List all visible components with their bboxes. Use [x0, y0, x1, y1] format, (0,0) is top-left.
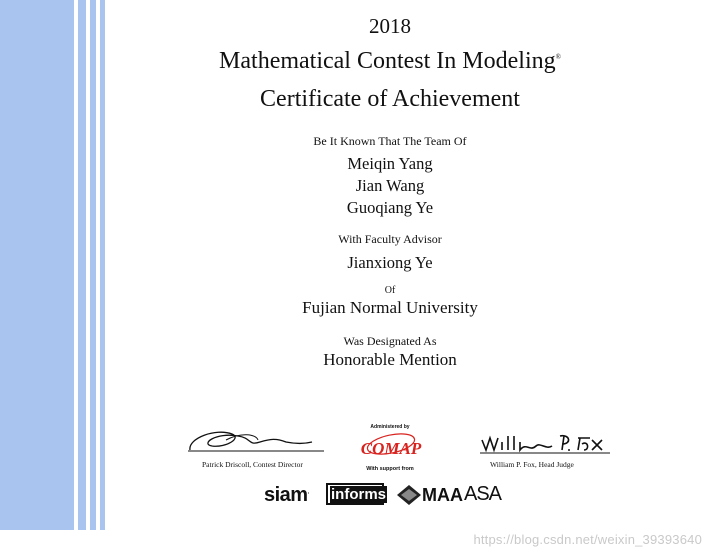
- decorative-stripe: [0, 0, 74, 530]
- faculty-advisor: Jianxiong Ye: [347, 253, 433, 272]
- decorative-stripe: [78, 0, 86, 530]
- administered-by-label: Administered by: [370, 424, 410, 430]
- contest-title-text: Mathematical Contest In Modeling: [219, 48, 556, 74]
- head-judge-signature: [480, 428, 610, 456]
- team-member: Guoqiang Ye: [346, 198, 434, 217]
- watermark: https://blog.csdn.net/weixin_39393640: [473, 532, 702, 547]
- comap-logo: [360, 430, 422, 462]
- decorative-stripe: [90, 0, 96, 530]
- contest-director-label: Patrick Driscoll, Contest Director: [202, 460, 303, 469]
- siam-logo: siam.: [264, 484, 309, 506]
- maa-emblem-icon: [396, 484, 422, 506]
- head-judge-label: William P. Fox, Head Judge: [490, 460, 574, 469]
- asa-logo: ASA: [464, 483, 502, 505]
- registered-mark: ®: [555, 53, 561, 61]
- support-label: With support from: [366, 466, 414, 472]
- certificate-title: Certificate of Achievement: [260, 86, 520, 112]
- certificate-year: 2018: [369, 14, 411, 38]
- contest-title: [180, 48, 600, 75]
- siam-logo-text: siam: [264, 484, 308, 506]
- informs-logo-text: informs: [331, 486, 387, 503]
- maa-logo: MAA: [422, 485, 463, 505]
- award-title: Honorable Mention: [323, 350, 457, 369]
- comap-logo-text: COMAP: [360, 439, 422, 458]
- advisor-intro: With Faculty Advisor: [338, 232, 442, 246]
- team-member: Meiqin Yang: [347, 154, 433, 173]
- designation-intro: Was Designated As: [343, 334, 437, 348]
- university-name: Fujian Normal University: [302, 298, 478, 317]
- page-margin: [0, 530, 110, 559]
- contest-director-signature: [186, 420, 326, 456]
- informs-logo: [326, 483, 387, 505]
- team-member: Jian Wang: [355, 176, 425, 195]
- of-label: Of: [384, 285, 396, 296]
- decorative-stripe: [100, 0, 105, 530]
- team-intro: Be It Known That The Team Of: [313, 134, 467, 148]
